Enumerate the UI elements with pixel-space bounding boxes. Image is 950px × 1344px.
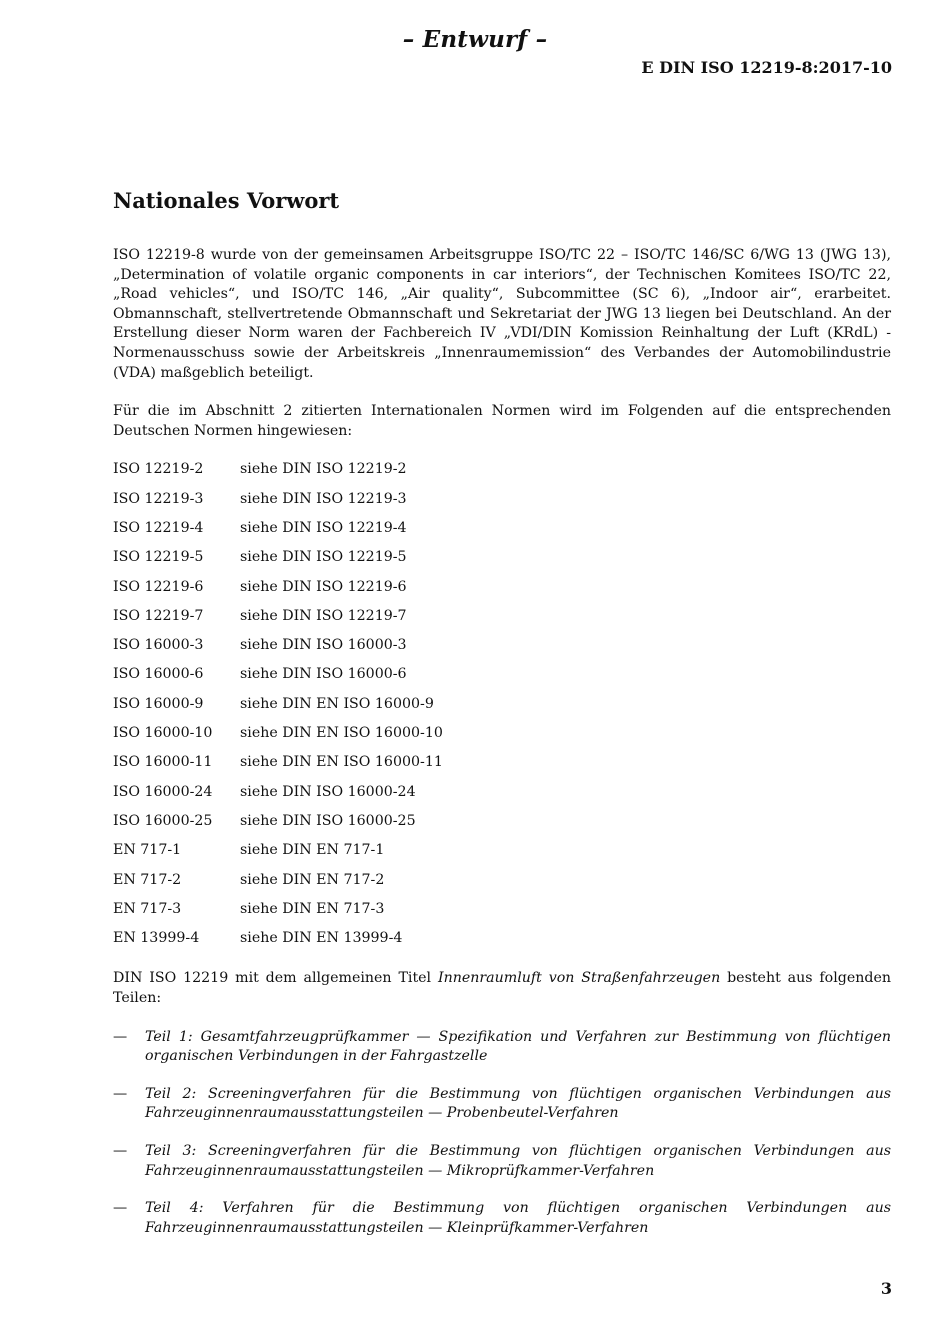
intro-paragraph: ISO 12219-8 wurde von der gemeinsamen Arbeitsgruppe ISO/TC 22 – ISO/TC 146/SC 6/WG 13 (JWG 13), „Determination of volatile organic components in car interiors“, der Technischen Komitees ISO/TC 22, „Road vehicles“, und ISO/TC 146, „Air quality“, Subcommittee (SC 6), „Indoor air“, erarbeitet. Obmannschaft, stellvertretende Obmannschaft und Sekretariat der JWG 13 liegen bei Deutschland. An der Erstellung dieser Norm waren der Fachbereich IV „VDI/DIN Komission Reinhaltung der Luft (KRdL) - Normenausschuss sowie der Arbeitskreis „Innenraumemission“ des Verbandes der Automobilindustrie (VDA) maßgeblich beteiligt. (113, 247, 891, 381)
parts-intro-suffix: besteht aus folgenden Teilen: (113, 970, 891, 1006)
reference-din: siehe DIN ISO 12219-6 (240, 578, 407, 595)
reference-din: siehe DIN ISO 16000-3 (240, 637, 407, 654)
reference-row (113, 578, 891, 607)
reference-row (113, 753, 891, 782)
reference-iso: ISO 16000-3 (113, 637, 204, 654)
part-title: Teil 1: Gesamtfahrzeugprüfkammer — Spezifikation und Verfahren zur Bestimmung von flüchtigen organischen Verbindungen in der Fahrgastzelle (145, 1028, 891, 1065)
reference-iso: EN 717-1 (113, 842, 182, 859)
reference-row (113, 929, 891, 958)
reference-din: siehe DIN ISO 12219-7 (240, 607, 407, 624)
reference-din: siehe DIN ISO 12219-3 (240, 490, 407, 507)
part-title: Teil 3: Screeningverfahren für die Bestimmung von flüchtigen organischen Verbindungen aus Fahrzeuginnenraumausstattungsteilen — Mikroprüfkammer-Verfahren (145, 1142, 891, 1179)
part-item (113, 1142, 891, 1181)
part-item (113, 1085, 891, 1124)
reference-row (113, 607, 891, 636)
reference-iso: ISO 16000-6 (113, 666, 204, 683)
reference-row (113, 724, 891, 753)
reference-din: siehe DIN EN 717-1 (240, 842, 385, 859)
reference-row (113, 812, 891, 841)
reference-din: siehe DIN ISO 16000-6 (240, 666, 407, 683)
reference-table (113, 460, 891, 958)
reference-row (113, 900, 891, 929)
reference-din: siehe DIN ISO 16000-24 (240, 783, 416, 800)
reference-din: siehe DIN EN ISO 16000-11 (240, 754, 443, 771)
reference-row (113, 636, 891, 665)
references-intro-paragraph: Für die im Abschnitt 2 zitierten Internationalen Normen wird im Folgenden auf die entsprechenden Deutschen Normen hingewiesen: (113, 403, 891, 439)
section-heading: Nationales Vorwort (113, 188, 340, 213)
reference-row (113, 519, 891, 548)
parts-list (113, 1028, 891, 1239)
reference-iso: ISO 16000-25 (113, 812, 213, 829)
reference-row (113, 490, 891, 519)
document-id: E DIN ISO 12219-8:2017-10 (641, 58, 892, 77)
reference-iso: ISO 12219-5 (113, 549, 204, 566)
reference-iso: EN 717-3 (113, 900, 182, 917)
part-item (113, 1028, 891, 1067)
reference-iso: ISO 16000-10 (113, 725, 213, 742)
reference-row (113, 841, 891, 870)
parts-intro-paragraph (113, 969, 891, 1008)
reference-iso: ISO 12219-2 (113, 461, 204, 478)
reference-din: siehe DIN ISO 16000-25 (240, 812, 416, 829)
reference-iso: ISO 16000-11 (113, 754, 213, 771)
part-item (113, 1199, 891, 1238)
reference-iso: EN 717-2 (113, 871, 182, 888)
draft-label: – Entwurf – (402, 26, 548, 53)
list-dash: — (113, 1028, 128, 1045)
reference-iso: ISO 16000-9 (113, 695, 204, 712)
reference-din: siehe DIN ISO 12219-5 (240, 549, 407, 566)
reference-iso: ISO 12219-7 (113, 607, 204, 624)
reference-row (113, 695, 891, 724)
reference-din: siehe DIN ISO 12219-4 (240, 519, 407, 536)
page-number: 3 (880, 1279, 892, 1298)
reference-row (113, 871, 891, 900)
reference-din: siehe DIN EN 717-3 (240, 900, 385, 917)
document-body (113, 186, 891, 1256)
reference-din: siehe DIN EN 13999-4 (240, 930, 403, 947)
reference-din: siehe DIN EN ISO 16000-10 (240, 725, 443, 742)
reference-din: siehe DIN EN 717-2 (240, 871, 385, 888)
reference-row (113, 665, 891, 694)
reference-row (113, 548, 891, 577)
reference-din: siehe DIN EN ISO 16000-9 (240, 695, 434, 712)
series-title: Innenraumluft von Straßenfahrzeugen (437, 970, 721, 987)
reference-iso: ISO 16000-24 (113, 783, 213, 800)
reference-row (113, 783, 891, 812)
reference-din: siehe DIN ISO 12219-2 (240, 461, 407, 478)
list-dash: — (113, 1200, 128, 1217)
part-title: Teil 2: Screeningverfahren für die Bestimmung von flüchtigen organischen Verbindungen aus Fahrzeuginnenraumausstattungsteilen — Probenbeutel-Verfahren (145, 1085, 891, 1122)
part-title: Teil 4: Verfahren für die Bestimmung von flüchtigen organischen Verbindungen aus Fahrzeuginnenraumausstattungsteilen — Kleinprüfkammer-Verfahren (145, 1200, 891, 1236)
reference-row (113, 460, 891, 489)
list-dash: — (113, 1142, 128, 1159)
reference-iso: ISO 12219-3 (113, 490, 204, 507)
reference-iso: EN 13999-4 (113, 930, 200, 947)
reference-iso: ISO 12219-6 (113, 578, 204, 595)
parts-intro-prefix: DIN ISO 12219 mit dem allgemeinen Titel (113, 970, 438, 987)
list-dash: — (113, 1085, 128, 1102)
reference-iso: ISO 12219-4 (113, 519, 204, 536)
